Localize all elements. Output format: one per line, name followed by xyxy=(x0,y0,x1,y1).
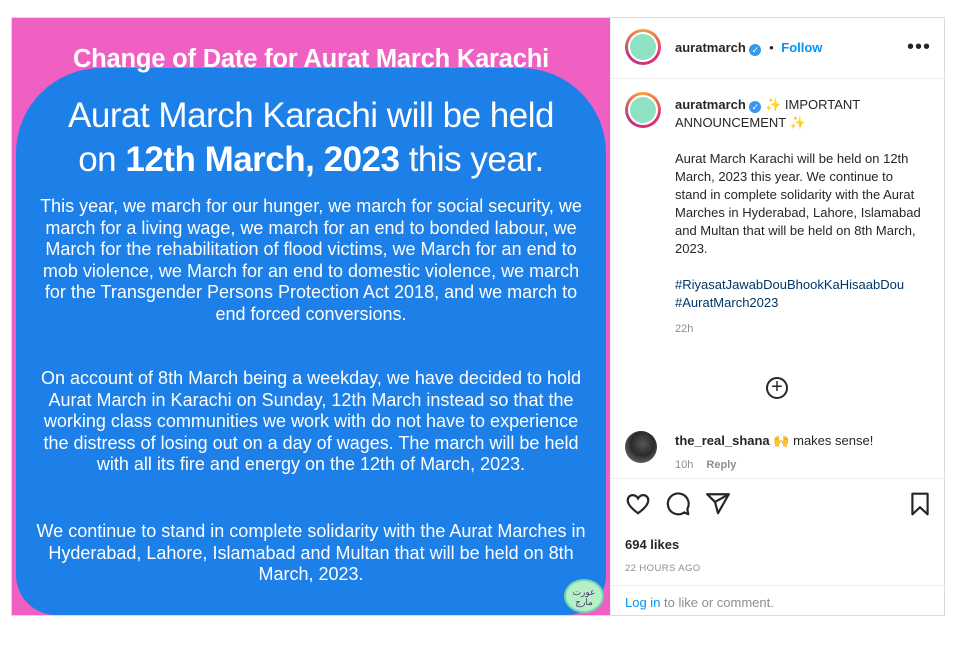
aurat-march-logo: عورت مارچ xyxy=(564,579,604,613)
caption-body: Aurat March Karachi will be held on 12th March, 2023 this year. We continue to stand in complete solidarity with the Aurat Marches in Hyderabad, Lahore, Islamabad and Multan that will be held on 8th March, 2023. xyxy=(675,151,921,256)
comment-meta xyxy=(675,459,736,471)
post-caption xyxy=(611,78,945,378)
caption-title-1: IMPORTANT xyxy=(784,97,860,112)
caption-time: 22h xyxy=(675,323,694,335)
header-separator: • xyxy=(769,40,774,55)
share-icon[interactable] xyxy=(705,491,731,517)
reply-button[interactable]: Reply xyxy=(706,459,737,471)
commenter-username[interactable]: the_real_shana xyxy=(675,433,770,448)
commenter-avatar[interactable] xyxy=(625,431,657,463)
caption-title-2: ANNOUNCEMENT xyxy=(675,115,786,130)
login-link[interactable]: Log in xyxy=(625,595,661,610)
caption-avatar[interactable] xyxy=(625,92,661,128)
post-header xyxy=(611,18,945,79)
heart-icon[interactable] xyxy=(625,491,651,517)
caption-text xyxy=(675,96,925,338)
post-sidebar xyxy=(610,18,945,615)
comment-time: 10h xyxy=(675,459,694,471)
comment-emoji: 🙌 xyxy=(773,433,790,448)
main-statement-pre: on xyxy=(78,140,117,179)
comment-item xyxy=(611,428,945,478)
follow-button[interactable]: Follow xyxy=(781,40,823,55)
login-prompt xyxy=(611,585,945,616)
login-rest: to like or comment. xyxy=(660,595,774,610)
verified-badge-icon: ✓ xyxy=(749,44,761,56)
image-paragraph-2: On account of 8th March being a weekday, we have decided to hold Aurat March in Karachi on Sunday, 12th March instead so that the working class communities we work with do not have to experience the distress of losing out on a day of wages. The march will be held with all its fire and energy on the 12th of March, 2023. xyxy=(40,368,581,474)
sparkle-icon: ✨ xyxy=(765,97,782,112)
instagram-post xyxy=(11,17,945,616)
author-info xyxy=(675,40,822,56)
comment-icon[interactable] xyxy=(665,491,691,517)
sparkle-icon-2: ✨ xyxy=(789,115,806,130)
image-headline: Change of Date for Aurat March Karachi xyxy=(72,45,550,73)
caption-verified-icon: ✓ xyxy=(749,101,761,113)
caption-username[interactable]: auratmarch xyxy=(675,97,746,112)
main-statement-line1: Aurat March Karachi will be held xyxy=(68,96,554,135)
hashtag-link[interactable]: #RiyasatJawabDouBhookKaHisaabDou xyxy=(675,277,905,292)
load-more-comments-icon[interactable]: + xyxy=(766,377,788,399)
comment-line xyxy=(675,433,873,449)
login-text xyxy=(625,595,774,610)
comment-text: makes sense! xyxy=(793,433,874,448)
image-main-statement xyxy=(12,94,610,182)
main-statement-date: 12th March, 2023 xyxy=(125,140,400,179)
image-paragraph-1: This year, we march for our hunger, we march for social security, we march for a living wage, we march for an end to bonded labour, we March for the rehabilitation of flood victims, we March for an end to mob violence, we March for an end to domestic violence, we march for the Transgender Persons Protection Act 2018, and we march to end forced conversions. xyxy=(40,196,582,324)
main-statement-post: this year. xyxy=(408,140,544,179)
post-timestamp: 22 HOURS AGO xyxy=(625,563,701,574)
likes-count[interactable]: 694 likes xyxy=(625,537,680,552)
more-options-icon[interactable]: ••• xyxy=(906,36,931,58)
author-username[interactable]: auratmarch xyxy=(675,40,746,55)
image-paragraph-3: We continue to stand in complete solidarity with the Aurat Marches in Hyderabad, Lahore, Islamabad and Multan that will be held on 8th March, 2023. xyxy=(36,521,586,584)
hashtag-link[interactable]: #AuratMarch2023 xyxy=(675,295,779,310)
post-image[interactable] xyxy=(12,18,610,615)
author-avatar[interactable] xyxy=(625,29,661,65)
bookmark-icon[interactable] xyxy=(907,491,933,517)
